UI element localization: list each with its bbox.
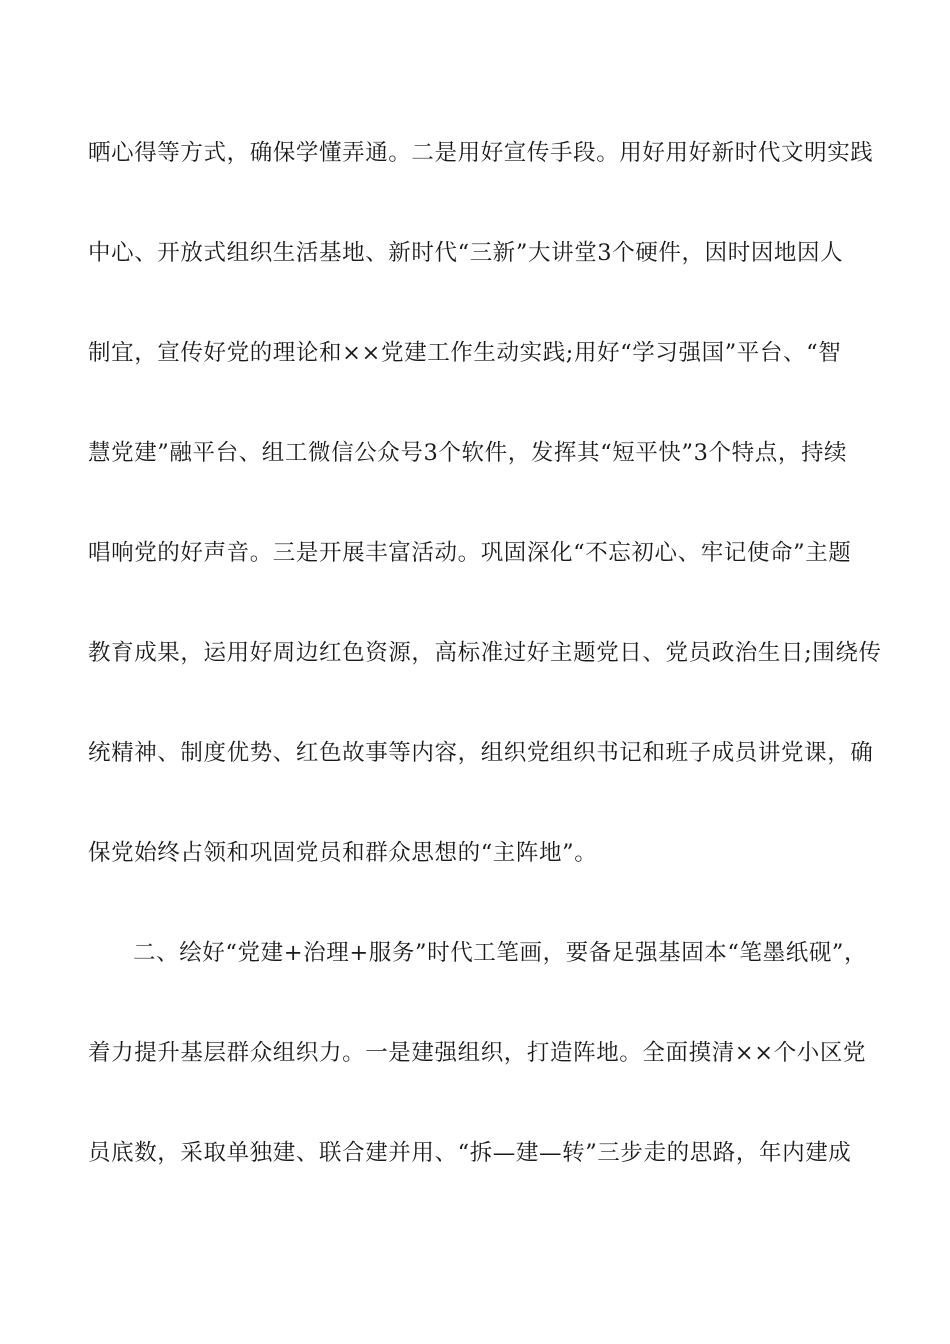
text-line: 晒心得等方式，确保学懂弄通。二是用好宣传手段。用好用好新时代文明实践	[88, 140, 874, 166]
text-line: 教育成果，运用好周边红色资源，高标准过好主题党日、党员政治生日;围绕传	[88, 640, 882, 666]
text-line: 着力提升基层群众组织力。一是建强组织，打造阵地。全面摸清××个小区党	[88, 1040, 867, 1066]
text-line: 统精神、制度优势、红色故事等内容，组织党组织书记和班子成员讲党课，确	[88, 740, 874, 766]
body-text	[88, 128, 882, 1228]
text-line: 中心、开放式组织生活基地、新时代“三新”大讲堂3个硬件，因时因地因人	[88, 240, 844, 266]
text-line: 慧党建”融平台、组工微信公众号3个软件，发挥其“短平快”3个特点，持续	[88, 440, 848, 466]
text-line: 员底数，采取单独建、联合建并用、“拆—建—转”三步走的思路，年内建成	[88, 1140, 852, 1166]
text-line: 保党始终占领和巩固党员和群众思想的“主阵地”。	[88, 840, 598, 866]
section-heading-line: 二、绘好“党建+治理+服务”时代工笔画，要备足强基固本“笔墨纸砚”，	[133, 940, 868, 966]
text-line: 唱响党的好声音。三是开展丰富活动。巩固深化“不忘初心、牢记使命”主题	[88, 540, 852, 566]
text-line: 制宜，宣传好党的理论和××党建工作生动实践;用好“学习强国”平台、“智	[88, 340, 842, 366]
